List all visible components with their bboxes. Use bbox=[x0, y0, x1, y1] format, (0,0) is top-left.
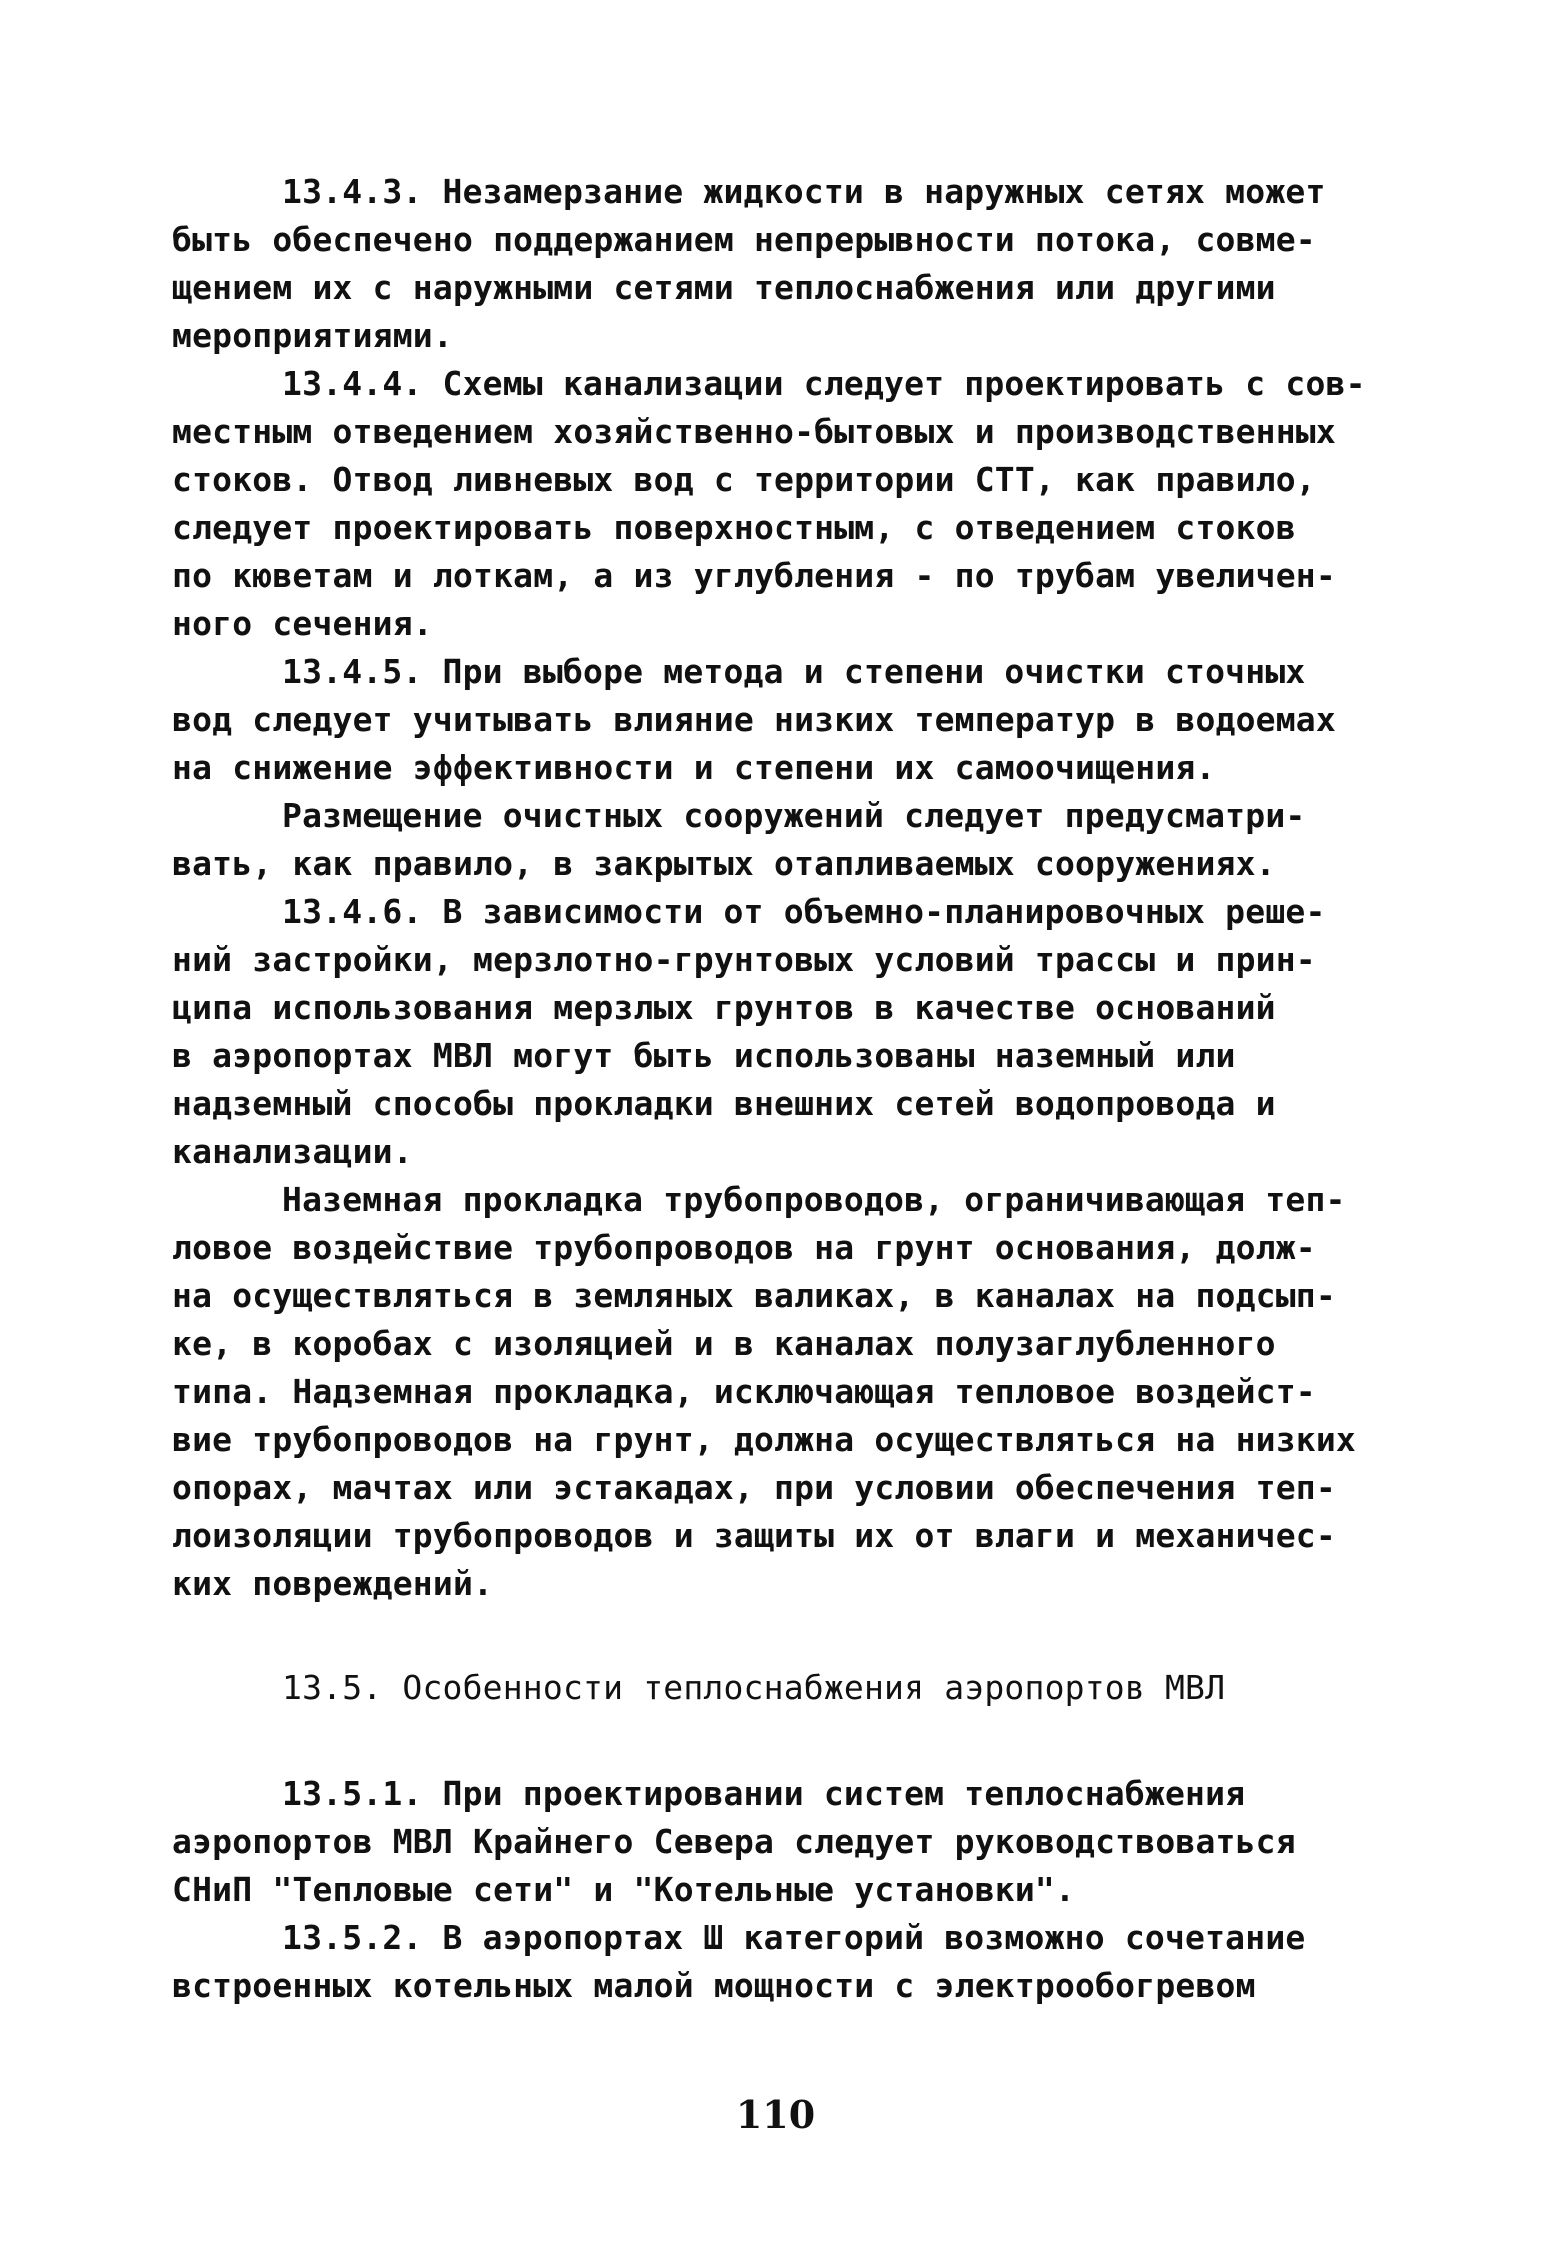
text-line: канализации. bbox=[172, 1132, 413, 1171]
text-line: ципа использования мерзлых грунтов в качестве оснований bbox=[172, 988, 1276, 1027]
text-line: щением их с наружными сетями теплоснабжения или другими bbox=[172, 268, 1276, 307]
text-line: вие трубопроводов на грунт, должна осуществляться на низких bbox=[172, 1420, 1356, 1459]
text-line: Размещение очистных сооружений следует предусматри- bbox=[282, 796, 1306, 835]
text-line: быть обеспечено поддержанием непрерывности потока, совме- bbox=[172, 220, 1316, 259]
text-line: местным отведением хозяйственно-бытовых и производственных bbox=[172, 412, 1336, 451]
page-number: 110 bbox=[735, 2092, 816, 2137]
text-line: лоизоляции трубопроводов и защиты их от влаги и механичес- bbox=[172, 1516, 1336, 1555]
text-line: стоков. Отвод ливневых вод с территории СТТ, как правило, bbox=[172, 460, 1316, 499]
text-line: ке, в коробах с изоляцией и в каналах полузаглубленного bbox=[172, 1324, 1276, 1363]
text-line: ного сечения. bbox=[172, 604, 433, 643]
text-line: Наземная прокладка трубопроводов, ограничивающая теп- bbox=[282, 1180, 1346, 1219]
text-line: типа. Надземная прокладка, исключающая тепловое воздейст- bbox=[172, 1372, 1316, 1411]
text-line: на снижение эффективности и степени их самоочищения. bbox=[172, 748, 1216, 787]
text-line: 13.4.3. Незамерзание жидкости в наружных сетях может bbox=[282, 172, 1326, 211]
text-line: СНиП "Тепловые сети" и "Котельные установки". bbox=[172, 1870, 1076, 1909]
text-line: ких повреждений. bbox=[172, 1564, 494, 1603]
text-line: ний застройки, мерзлотно-грунтовых условий трассы и прин- bbox=[172, 940, 1316, 979]
text-line: встроенных котельных малой мощности с электрообогревом bbox=[172, 1966, 1256, 2005]
text-line: 13.5.1. При проектировании систем теплоснабжения bbox=[282, 1774, 1246, 1813]
text-line: 13.4.5. При выборе метода и степени очистки сточных bbox=[282, 652, 1306, 691]
text-line: 13.4.4. Схемы канализации следует проектировать с сов- bbox=[282, 364, 1366, 403]
text-line: надземный способы прокладки внешних сетей водопровода и bbox=[172, 1084, 1276, 1123]
text-line: в аэропортах МВЛ могут быть использованы наземный или bbox=[172, 1036, 1236, 1075]
text-line: 13.5.2. В аэропортах Ш категорий возможно сочетание bbox=[282, 1918, 1306, 1957]
section-heading: 13.5. Особенности теплоснабжения аэропортов МВЛ bbox=[282, 1668, 1226, 1707]
text-line: следует проектировать поверхностным, с отведением стоков bbox=[172, 508, 1296, 547]
text-line: 13.4.6. В зависимости от объемно-планировочных реше- bbox=[282, 892, 1326, 931]
text-line: по кюветам и лоткам, а из углубления - по трубам увеличен- bbox=[172, 556, 1336, 595]
text-line: вать, как правило, в закрытых отапливаемых сооружениях. bbox=[172, 844, 1276, 883]
text-line: на осуществляться в земляных валиках, в каналах на подсып- bbox=[172, 1276, 1336, 1315]
text-line: опорах, мачтах или эстакадах, при условии обеспечения теп- bbox=[172, 1468, 1336, 1507]
text-line: аэропортов МВЛ Крайнего Севера следует руководствоваться bbox=[172, 1822, 1296, 1861]
text-line: мероприятиями. bbox=[172, 316, 453, 355]
text-line: вод следует учитывать влияние низких температур в водоемах bbox=[172, 700, 1336, 739]
text-line: ловое воздействие трубопроводов на грунт основания, долж- bbox=[172, 1228, 1316, 1267]
